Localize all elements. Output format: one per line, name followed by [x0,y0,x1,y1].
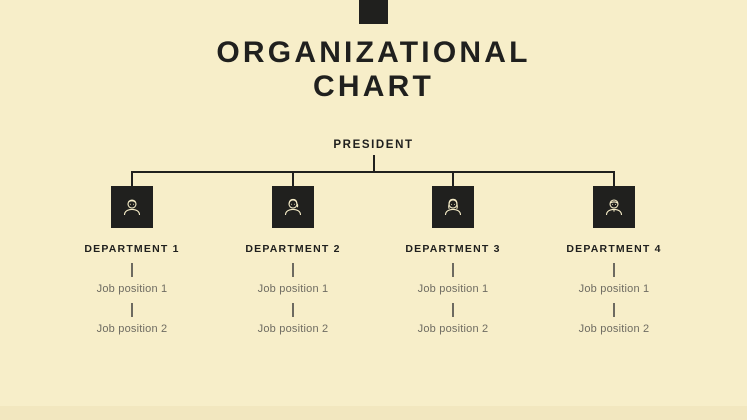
job-position: Job position 1 [578,283,650,295]
connector-drop-1 [131,171,133,186]
connector-tick [131,303,133,317]
department-name: DEPARTMENT 3 [405,243,501,255]
job-position: Job position 2 [257,323,329,335]
connector-tick [452,263,454,277]
connector-tick [613,263,615,277]
connector-tick [292,303,294,317]
person-avatar-icon [432,186,474,228]
connector-tick [131,263,133,277]
job-position: Job position 1 [417,283,489,295]
job-position: Job position 2 [578,323,650,335]
person-avatar-icon [272,186,314,228]
department-name: DEPARTMENT 1 [84,243,180,255]
top-decoration-tab [359,0,388,24]
root-node-label: PRESIDENT [333,139,414,151]
department-name: DEPARTMENT 4 [566,243,662,255]
page-title-line-2: CHART [313,70,434,103]
department-node-1[interactable] [52,171,212,335]
job-position: Job position 2 [417,323,489,335]
page-title-line-1: ORGANIZATIONAL [216,36,531,69]
connector-drop-2 [292,171,294,186]
person-avatar-icon [593,186,635,228]
page-title [0,36,747,104]
department-name: DEPARTMENT 2 [245,243,341,255]
job-position: Job position 1 [96,283,168,295]
connector-root-stem [373,155,375,172]
person-avatar-icon [111,186,153,228]
connector-tick [292,263,294,277]
department-node-4[interactable] [534,171,694,335]
connector-drop-4 [613,171,615,186]
connector-tick [452,303,454,317]
job-position: Job position 1 [257,283,329,295]
department-node-2[interactable] [213,171,373,335]
job-position: Job position 2 [96,323,168,335]
connector-drop-3 [452,171,454,186]
department-node-3[interactable] [373,171,533,335]
connector-tick [613,303,615,317]
bottom-decoration-strip [0,406,747,420]
